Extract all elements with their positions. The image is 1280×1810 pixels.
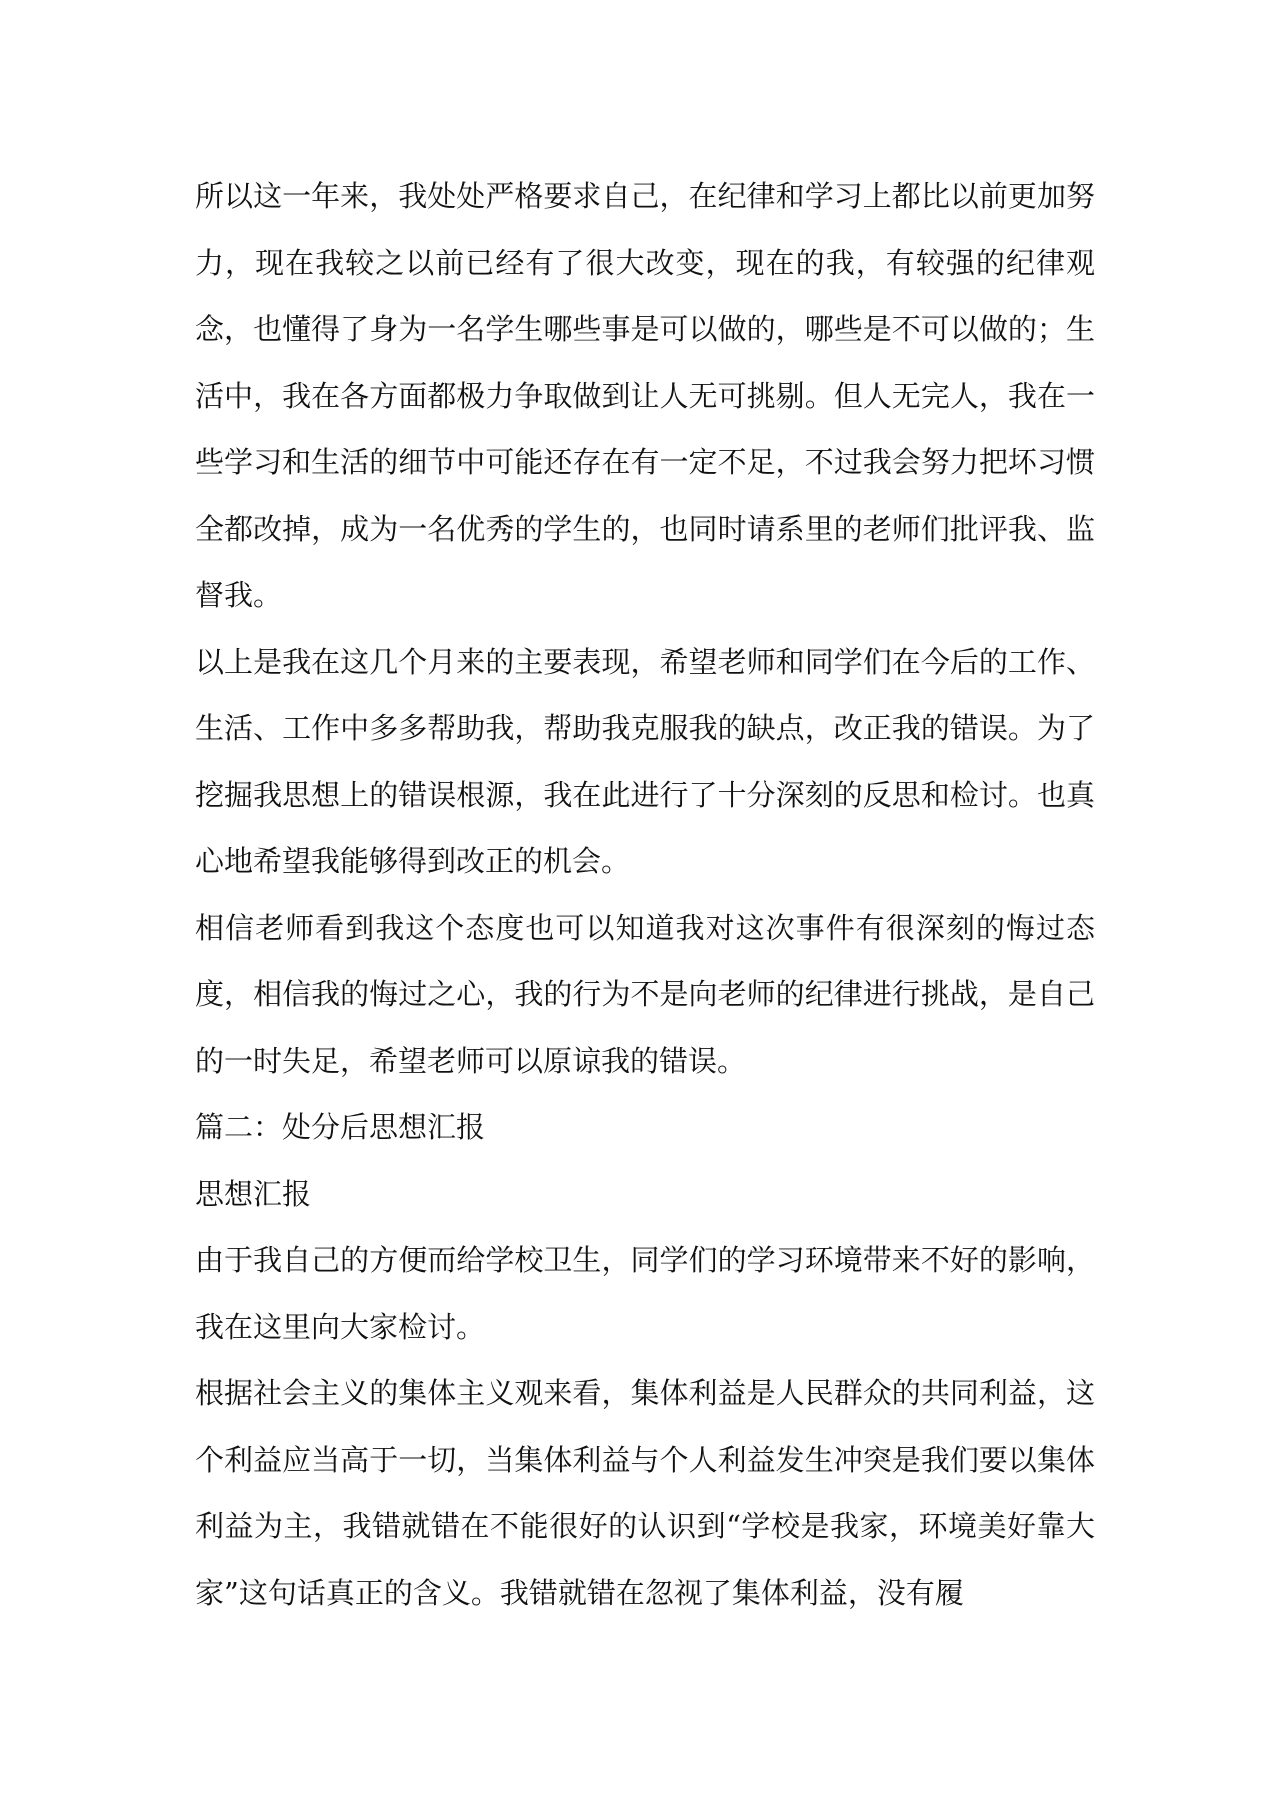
paragraph-recent-performance: 以上是我在这几个月来的主要表现，希望老师和同学们在今后的工作、生活、工作中多多帮助我，帮助我克服我的缺点，改正我的错误。为了挖掘我思想上的错误根源，我在此进行了十分深刻的反思和检讨。也真心地希望我能够得到改正的机会。 — [195, 644, 1095, 878]
paragraph-repentance: 相信老师看到我这个态度也可以知道我对这次事件有很深刻的悔过态度，相信我的悔过之心，我的行为不是向老师的纪律进行挑战，是自己的一时失足，希望老师可以原谅我的错误。 — [195, 910, 1095, 1078]
paragraph-apology: 由于我自己的方便而给学校卫生，同学们的学习环境带来不好的影响，我在这里向大家检讨。 — [195, 1243, 1095, 1344]
paragraph-collective-interest: 根据社会主义的集体主义观来看，集体利益是人民群众的共同利益，这个利益应当高于一切，当集体利益与个人利益发生冲突是我们要以集体利益为主，我错就错在不能很好的认识到“学校是我家，环境美好靠大家”这句话真正的含义。我错就错在忽视了集体利益，没有履 — [195, 1376, 1095, 1610]
document-body — [195, 163, 1095, 1626]
section-heading: 篇二：处分后思想汇报 — [195, 1110, 486, 1144]
paragraph-self-discipline: 所以这一年来，我处处严格要求自己，在纪律和学习上都比以前更加努力，现在我较之以前已经有了很大改变，现在的我，有较强的纪律观念，也懂得了身为一名学生哪些事是可以做的，哪些是不可以做的；生活中，我在各方面都极力争取做到让人无可挑剔。但人无完人，我在一些学习和生活的细节中可能还存在有一定不足，不过我会努力把坏习惯全都改掉，成为一名优秀的学生的，也同时请系里的老师们批评我、监督我。 — [195, 179, 1095, 612]
section-subheading: 思想汇报 — [195, 1176, 312, 1211]
